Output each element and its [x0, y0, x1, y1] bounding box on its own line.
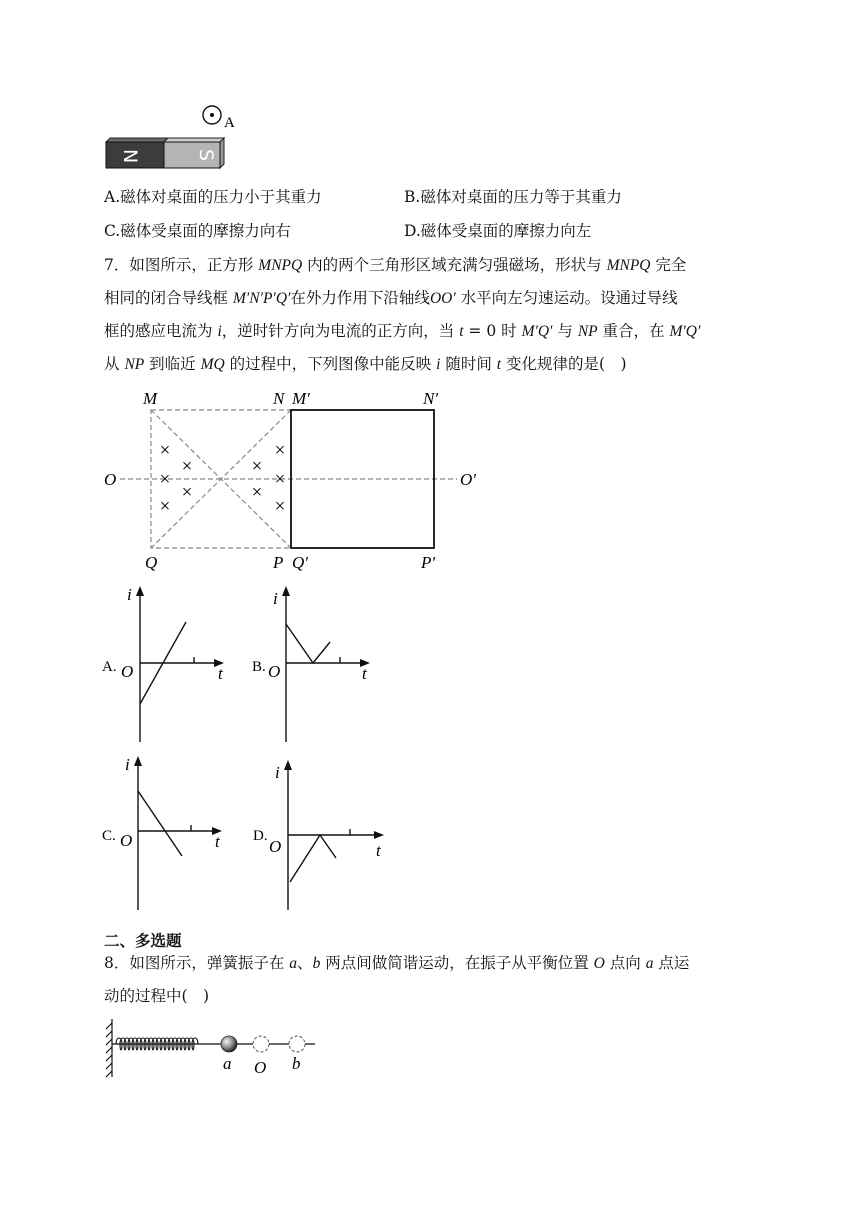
text-run: 从 [104, 355, 125, 373]
cross-mark: × [181, 482, 193, 503]
text-run: 在外力作用下沿轴线 [290, 289, 430, 307]
text-run: 7．如图所示，正方形 [104, 256, 259, 274]
text-run: b [312, 955, 321, 972]
cross-mark: × [159, 440, 171, 461]
magnet-n-label: N [119, 149, 141, 164]
text-run: 到临近 [144, 355, 201, 373]
text-run: MQ [200, 356, 225, 373]
text-run: M′Q′ [521, 323, 553, 340]
spring-oscillator-svg [100, 1015, 320, 1081]
text-run: 、 [297, 954, 313, 972]
text-run: 点向 [604, 954, 646, 972]
magnet-figure-svg [100, 98, 250, 180]
text-run: 相同的闭合导线框 [104, 289, 233, 307]
graph-option-a [102, 584, 237, 746]
position-o-dashed-ball [253, 1036, 269, 1052]
label-N: N [273, 389, 285, 408]
field-region-dashed-square [120, 410, 457, 548]
cross-mark: × [274, 440, 286, 461]
position-b-dashed-ball [289, 1036, 305, 1052]
text-run: 与 [552, 322, 578, 340]
section-title-multi-choice: 二、多选题 [104, 932, 182, 950]
text-run: t [496, 356, 502, 373]
text-run: 完全 [650, 256, 687, 274]
text-run: MNPQ [606, 257, 651, 274]
text-run: ，逆时针方向为电流的正方向，当 [221, 322, 460, 340]
graph-a-svg [102, 584, 237, 746]
text-run: 水平向左匀速运动。设通过导线 [455, 289, 678, 307]
magnet-figure [100, 98, 250, 180]
q7-square-figure-svg [95, 385, 495, 575]
magnet-s-label: S [195, 149, 217, 162]
graph-b-option-label: B. [252, 659, 266, 675]
label-O: O [104, 470, 117, 489]
text-run: i [436, 356, 441, 373]
text-run: M′N′P′Q′ [232, 290, 291, 307]
graph-d-xlabel: t [376, 841, 381, 860]
cross-mark: × [251, 456, 263, 477]
label-O-prime: O′ [460, 470, 476, 489]
text-run: 随时间 [440, 355, 497, 373]
text-run: O [593, 955, 605, 972]
graph-a-ylabel: i [127, 585, 132, 604]
graph-d-current-line [290, 835, 336, 882]
text-run: MNPQ [258, 257, 303, 274]
text-run: 内的两个三角形区域充满匀强磁场，形状与 [302, 256, 607, 274]
text-run: 点运 [653, 954, 690, 972]
graph-b-current-line [286, 624, 330, 663]
q6-option-c: C.磁体受桌面的摩擦力向右 [104, 222, 291, 240]
graph-d-origin: O [269, 837, 282, 856]
graph-a-xlabel: t [218, 664, 223, 683]
label-a: a [223, 1054, 232, 1073]
graph-option-c [102, 754, 237, 914]
q7-line-3 [104, 315, 754, 348]
point-label-a: A [224, 115, 235, 131]
q8-line-2: 动的过程中( ) [104, 987, 210, 1005]
oscillator-ball [221, 1036, 237, 1052]
cross-mark: × [251, 482, 263, 503]
graph-d-ylabel: i [275, 763, 280, 782]
graph-c-current-line [138, 791, 182, 856]
graph-c-xlabel: t [215, 832, 220, 851]
text-run: 两点间做简谐运动，在振子从平衡位置 [320, 954, 594, 972]
q8-line-1 [104, 947, 754, 980]
text-run: NP [577, 323, 598, 340]
q8-text [104, 947, 754, 1013]
graph-c-ylabel: i [125, 755, 130, 774]
field-out-of-page-symbol [203, 106, 221, 124]
text-run: M′Q′ [669, 323, 701, 340]
cross-mark: × [274, 496, 286, 517]
graph-option-b [252, 584, 387, 746]
q6-option-b: B.磁体对桌面的压力等于其重力 [404, 188, 622, 206]
bar-magnet [106, 138, 224, 168]
text-run: 重合，在 [597, 322, 670, 340]
cross-mark: × [159, 469, 171, 490]
label-P: P [273, 553, 284, 572]
text-run: NP [124, 356, 145, 373]
graph-a-origin: O [121, 662, 134, 681]
label-M-prime: M′ [292, 389, 310, 408]
text-run: i [217, 323, 222, 340]
text-run: a [645, 955, 654, 972]
graph-c-option-label: C. [102, 828, 116, 844]
q7-line-1 [104, 249, 754, 282]
graph-b-origin: O [268, 662, 281, 681]
text-run: 变化规律的是( ) [501, 355, 627, 373]
graph-c-svg [102, 754, 237, 914]
text-run: 的过程中，下列图像中能反映 [224, 355, 437, 373]
graph-d-svg [252, 758, 392, 918]
label-O: O [254, 1058, 267, 1077]
label-N-prime: N′ [423, 389, 439, 408]
label-Q-prime: Q′ [292, 553, 308, 572]
q7-line-4 [104, 348, 754, 381]
graph-d-option-label: D. [253, 828, 268, 844]
label-b: b [292, 1054, 301, 1073]
graph-b-svg [252, 584, 387, 746]
text-run: = 0 时 [463, 322, 522, 340]
text-run: t [459, 323, 464, 340]
label-Q: Q [145, 553, 158, 572]
cross-mark: × [159, 496, 171, 517]
q7-square-figure [95, 385, 495, 575]
text-run: 框的感应电流为 [104, 322, 218, 340]
wall-hatch [106, 1019, 112, 1077]
label-M: M [143, 389, 158, 408]
label-P-prime: P′ [421, 553, 436, 572]
spring-oscillator-figure [100, 1015, 320, 1081]
q7-line-2 [104, 282, 754, 315]
graph-c-origin: O [120, 831, 133, 850]
cross-mark: × [274, 469, 286, 490]
graph-b-xlabel: t [362, 664, 367, 683]
graph-option-d [252, 758, 392, 918]
q7-text [104, 249, 754, 381]
graph-a-option-label: A. [102, 659, 117, 675]
q6-option-d: D.磁体受桌面的摩擦力向左 [404, 222, 592, 240]
text-run: a [289, 955, 298, 972]
cross-mark: × [181, 456, 193, 477]
graph-b-ylabel: i [273, 589, 278, 608]
text-run: OO′ [429, 290, 456, 307]
q6-option-a: A.磁体对桌面的压力小于其重力 [104, 188, 322, 206]
text-run: 8．如图所示，弹簧振子在 [104, 954, 290, 972]
